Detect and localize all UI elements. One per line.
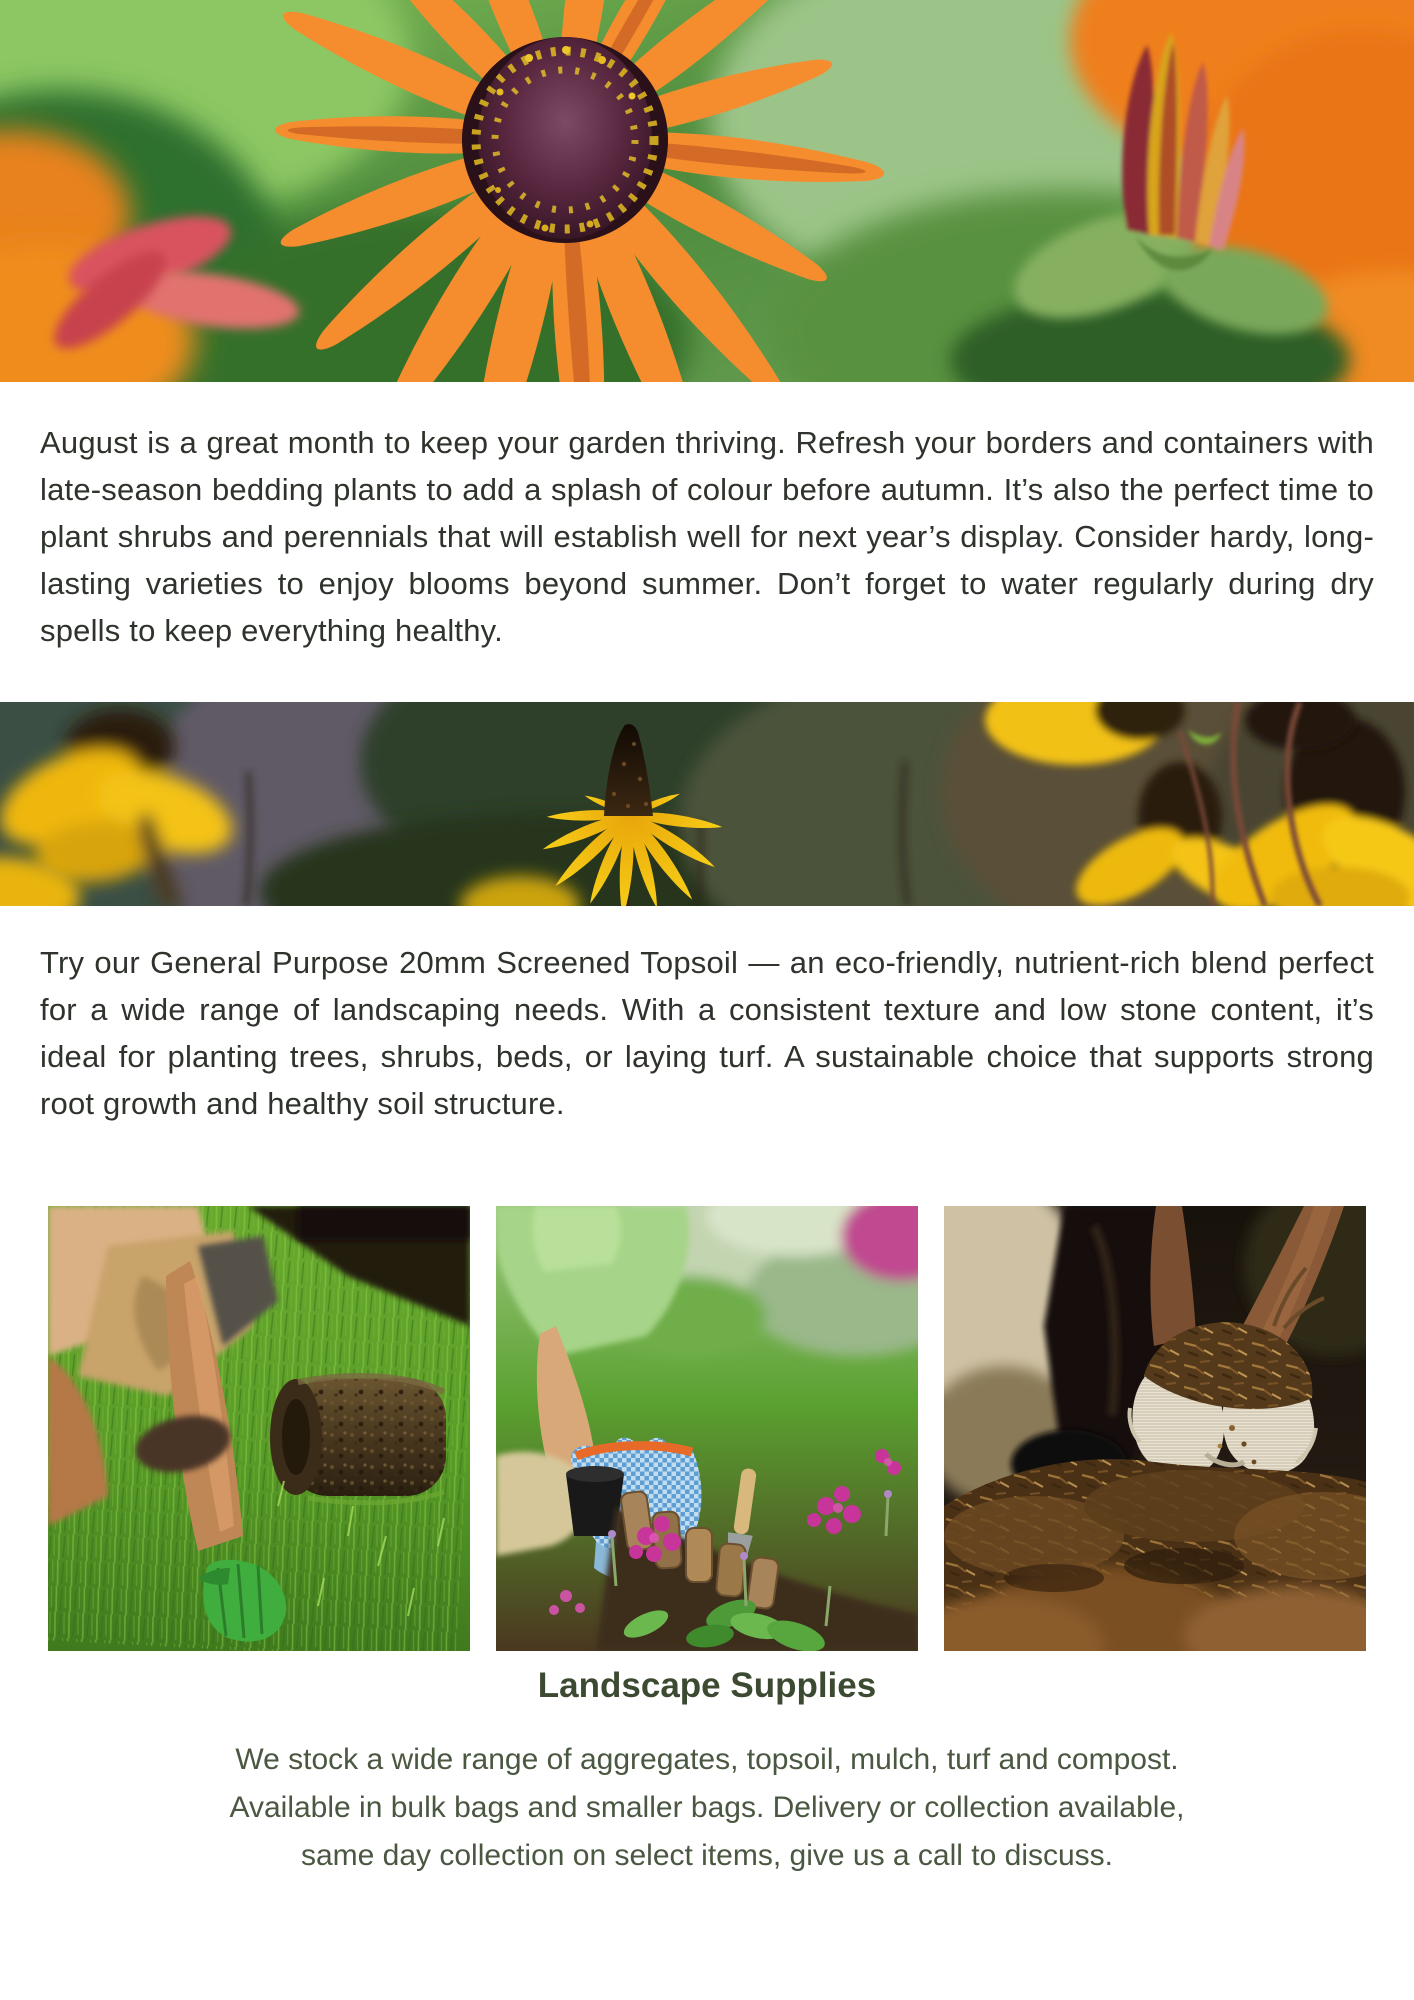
mulch-pile [944, 1459, 1366, 1651]
topsoil-paragraph: Try our General Purpose 20mm Screened Topsoil — an eco-friendly, nutrient-rich blend perfect for a wide range of landscaping needs. With a consistent texture and low stone content, it’s ideal for planting trees, shrubs, beds, or laying turf. A sustainable choice that supports strong root growth and healthy soil structure. [40, 945, 1374, 1121]
supplies-line-3: same day collection on select items, give us a call to discuss. [300, 1839, 1114, 1873]
divider-image [0, 702, 1414, 906]
supplies-line-1: We stock a wide range of aggregates, topsoil, mulch, turf and compost. [235, 1743, 1179, 1777]
supplies-line-2: Available in bulk bags and smaller bags. Delivery or collection available, [229, 1791, 1185, 1825]
turf-laying-photo [48, 1206, 470, 1651]
gallery-photo-planting [496, 1206, 918, 1651]
intro-paragraph: August is a great month to keep your garden thriving. Refresh your borders and containers with late-season bedding plants to add a splash of colour before autumn. It’s also the perfect time to plant shrubs and perennials that will establish well for next year’s display. Consider hardy, long-lasting varieties to enjoy blooms beyond summer. Don’t forget to water regularly during dry spells to keep everything healthy. [40, 425, 1374, 648]
flower-planting-photo [496, 1206, 918, 1651]
photo-gallery [0, 1206, 1414, 1651]
coneflower-strip-photo [0, 702, 1414, 906]
mulch-hands-photo [944, 1206, 1366, 1651]
hero-flower-photo [0, 0, 1414, 382]
gallery-photo-mulch [944, 1206, 1366, 1651]
landscape-supplies-text [0, 1736, 1414, 1880]
gallery-photo-turf [48, 1206, 470, 1651]
landscape-supplies-heading: Landscape Supplies [537, 1666, 877, 1705]
hero-image [0, 0, 1414, 382]
flower-centre-disc [462, 37, 668, 243]
turf-roll [270, 1376, 446, 1503]
